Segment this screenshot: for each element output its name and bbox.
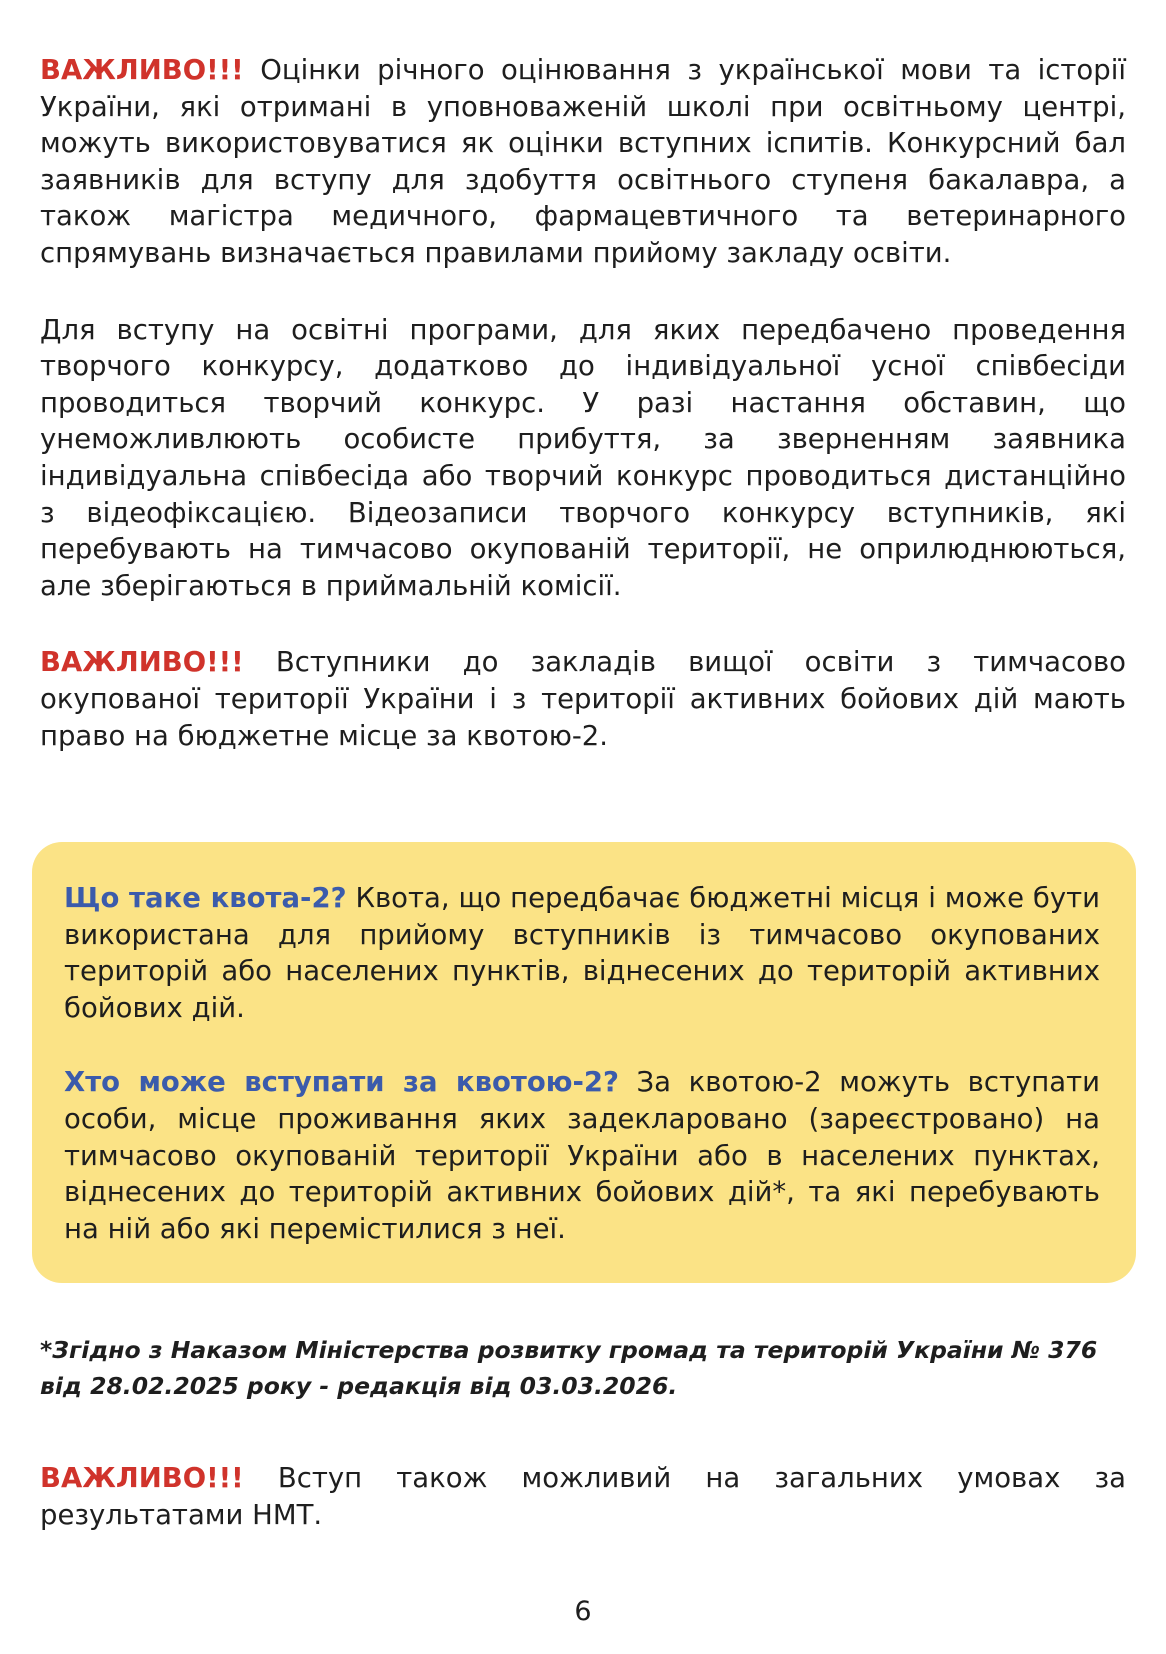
paragraph-text: Оцінки річного оцінювання з української мови та історії України, які отримані в уповноваженій школі при освітньому центрі, можуть використовуватися як оцінки вступних іспитів. Конкурсний бал заявників для вступу для здобуття освітнього ступеня бакалавра, а також магістра медичного, фармацевтичного та ветеринарного спрямувань визначається правилами прийому закладу освіти. [40, 54, 1126, 269]
important-label: ВАЖЛИВО!!! [40, 54, 244, 86]
important-label: ВАЖЛИВО!!! [40, 646, 244, 679]
quota-who-can [64, 1064, 1100, 1247]
quota-info-box [32, 842, 1136, 1283]
paragraph-annual-grades [40, 52, 1126, 272]
quota-question: Хто може вступати за квотою-2? [64, 1066, 619, 1099]
quota-answer: За квотою-2 можуть вступати особи, місце проживання яких задекларовано (зареєстровано) на тимчасово окупованій території України або в населених пунктах, віднесених до територій активних бойових дій*, та які перебувають на ній або які перемістилися з неї. [64, 1066, 1100, 1245]
footnote: *Згідно з Наказом Міністерства розвитку громад та територій України № 376 від 28.02.2025 року - редакція від 03.03.2026. [40, 1336, 1098, 1400]
paragraph-general-conditions [40, 1460, 1126, 1533]
paragraph-quota-right [40, 644, 1126, 754]
page-number: 6 [574, 1596, 592, 1627]
paragraph-creative-contest [40, 312, 1126, 605]
quota-answer: Квота, що передбачає бюджетні місця і може бути використана для прийому вступників із тимчасово окупованих територій або населених пунктів, віднесених до територій активних бойових дій. [64, 882, 1101, 1024]
paragraph-text: Вступники до закладів вищої освіти з тимчасово окупованої території України і з території активних бойових дій мають право на бюджетне місце за квотою-2. [40, 646, 1126, 752]
quota-what-is [64, 880, 1100, 1026]
paragraph-text: Для вступу на освітні програми, для яких передбачено проведення творчого конкурсу, додатково до індивідуальної усної співбесіди проводиться творчий конкурс. У разі настання обставин, що унеможливлюють особисте прибуття, за зверненням заявника індивідуальна співбесіда або творчий конкурс проводиться дистанційно з відеофіксацією. Відеозаписи творчого конкурсу вступників, які перебувають на тимчасово окупованій території, не оприлюднюються, але зберігаються в приймальній комісії. [40, 313, 1126, 602]
paragraph-text: Вступ також можливий на загальних умовах за результатами НМТ. [40, 1462, 1126, 1531]
quota-question: Що таке квота-2? [64, 882, 347, 914]
main-content [40, 52, 1126, 754]
important-label: ВАЖЛИВО!!! [40, 1462, 244, 1494]
